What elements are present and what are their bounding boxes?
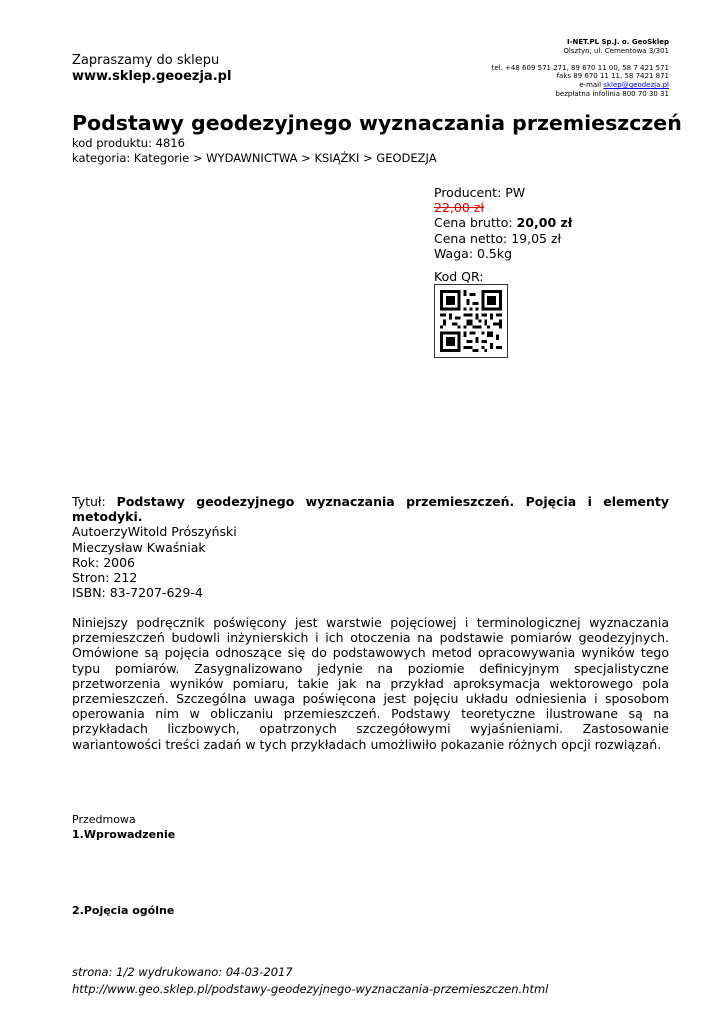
footer-page-info: strona: 1/2 wydrukowano: 04-03-2017 [72, 965, 293, 979]
shop-url[interactable]: www.sklep.geoezja.pl [72, 69, 232, 84]
book-authors: AutoerzyWitold Prószyński [72, 524, 237, 540]
book-isbn: ISBN: 83-7207-629-4 [72, 585, 203, 601]
page-title: Podstawy geodezyjnego wyznaczania przemieszczeń [72, 111, 682, 135]
table-of-contents [72, 812, 175, 842]
company-info [492, 38, 669, 99]
email-link[interactable]: sklep@geodezja.pl [603, 81, 669, 90]
book-authors-2: Mieczysław Kwaśniak [72, 539, 206, 555]
qr-code-icon [440, 290, 502, 352]
company-phone: tel. +48 609 571 271, 89 670 11 00, 58 7 421 571 [491, 63, 669, 72]
welcome-text: Zapraszamy do sklepu [72, 53, 220, 68]
net-price: Cena netto: 19,05 zł [434, 230, 562, 246]
email-label: e-mail [579, 81, 604, 90]
company-hotline: bezpłatna infolinia 800 70 30 31 [555, 89, 669, 98]
qr-code-frame [434, 284, 508, 358]
page-footer [72, 964, 548, 998]
footer-url[interactable]: http://www.geo.sklep.pl/podstawy-geodezyjnego-wyznaczania-przemieszczen.html [72, 982, 549, 996]
book-description: Niniejszy podręcznik poświęcony jest warstwie pojęciowej i terminologicznej wyznaczania przemieszczeń budowli inżynierskich i ich otoczenia na podstawie pomiarów geodezyjnych. Omówione są pojęcia odnoszące się do podstawowych metod opracowywania wyników tego typu pomiarów. Zasygnalizowano jedynie na poziomie definicyjnym specjalistyczne przetworzenia wyników pomiaru, takie jak na przykład aproksymacja wektorowego pola przemieszczeń. Szczególna uwaga poświęcona jest pojęciu układu odniesienia i sposobom operowania nim w obliczaniu przemieszczeń. Podstawy teoretyczne ilustrowane są na przykładach liczbowych, opatrzonych szczegółowymi wyjaśnieniami. Zastosowanie wariantowości treści zadań w tych przykładach umożliwiło pokazanie różnych opcji rozwiązań. [72, 615, 669, 752]
shop-welcome [72, 53, 231, 85]
company-fax: faks 89 670 11 11, 58 7421 871 [556, 72, 669, 81]
gross-value: 20,00 zł [516, 215, 573, 231]
toc-chapter-2: 2.Pojęcia ogólne [72, 904, 175, 917]
product-code: kod produktu: 4816 [72, 136, 185, 150]
old-price: 22,00 zł [434, 200, 484, 216]
producer: Producent: PW [434, 185, 526, 200]
gross-label: Cena brutto: [434, 215, 517, 231]
toc-preface: Przedmowa [72, 813, 136, 826]
qr-label: Kod QR: [434, 269, 484, 285]
product-category: kategoria: Kategorie > WYDAWNICTWA > KSIĄŻKI > GEODEZJA [72, 150, 437, 165]
book-title-value: Podstawy geodezyjnego wyznaczania przemieszczeń. Pojęcia i elementy metodyki. [72, 494, 669, 525]
book-details [72, 494, 669, 600]
price-block [434, 185, 572, 358]
gross-price [434, 215, 572, 230]
toc-chapter-1: 1.Wprowadzenie [72, 828, 176, 841]
book-year: Rok: 2006 [72, 554, 136, 570]
weight: Waga: 0.5kg [434, 245, 513, 261]
book-title-label: Tytuł: [72, 494, 117, 509]
product-meta [72, 136, 437, 165]
book-pages: Stron: 212 [72, 570, 138, 586]
book-title-line [72, 494, 669, 524]
company-address: Olsztyn, ul. Cementowa 3/301 [563, 46, 669, 55]
company-name: I-NET.PL Sp.J. o. GeoSklep [566, 38, 669, 46]
company-email-line [492, 81, 669, 90]
